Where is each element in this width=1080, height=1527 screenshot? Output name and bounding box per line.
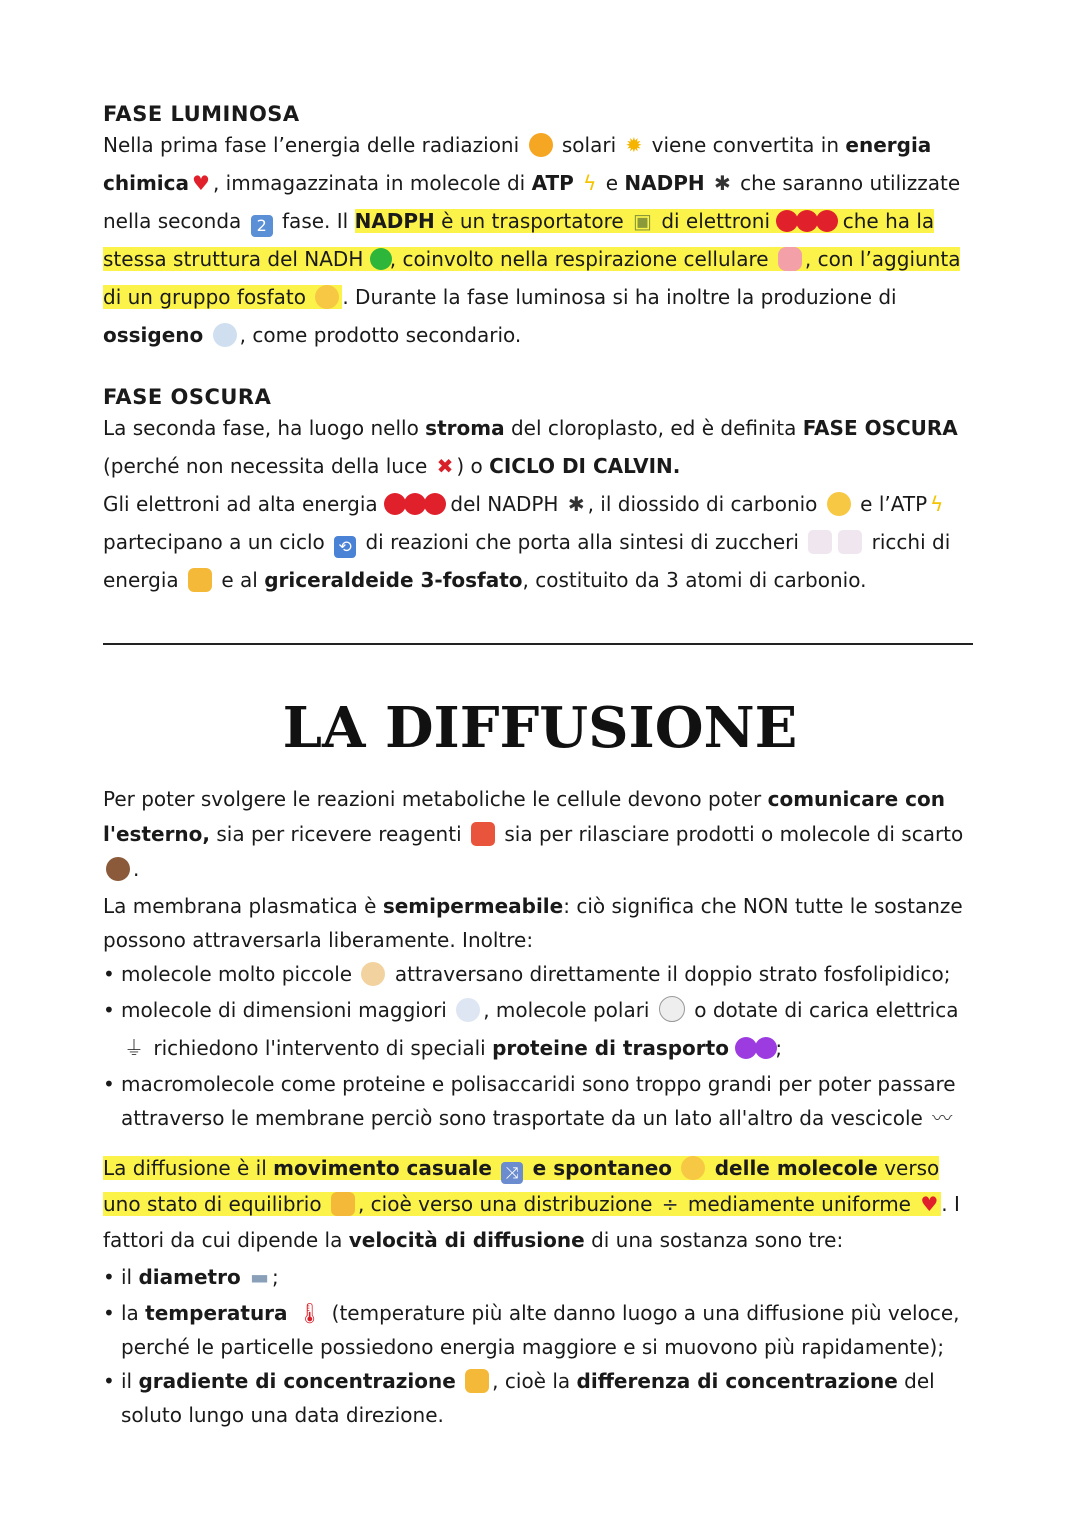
text: solari xyxy=(561,133,617,157)
list-item xyxy=(121,1258,973,1296)
text-bold: movimento casuale xyxy=(273,1156,492,1180)
text: , molecole polari xyxy=(483,998,650,1022)
purple-circles-icon xyxy=(735,1036,775,1060)
text-bold: diametro xyxy=(138,1265,241,1289)
text: che ha la stessa struttura del NADH xyxy=(103,209,935,271)
list-membrane xyxy=(103,957,973,1135)
text-bold: griceraldeide 3-fosfato xyxy=(264,568,523,592)
shuffle-icon: ⤨ xyxy=(501,1162,523,1184)
heading-fase-oscura: FASE OSCURA xyxy=(103,385,272,409)
lightning-icon: ϟ xyxy=(583,171,597,195)
text: macromolecole come proteine e polisaccaridi sono troppo grandi per poter passare attraverso le membrane perciò sono trasportate da un lato all'altro da vescicole xyxy=(121,1072,956,1130)
text-bold: ossigeno xyxy=(103,323,204,347)
heading-fase-luminosa: FASE LUMINOSA xyxy=(103,102,300,126)
text-bold: NADPH xyxy=(354,209,435,233)
text: o dotate di carica elettrica xyxy=(694,998,959,1022)
paragraph-intro: Per poter svolgere le reazioni metaboliche le cellule devono poter comunicare con l'esterno, sia per ricevere reagenti sia per rilasciare prodotti o molecole di scarto . xyxy=(103,787,964,881)
text: richiedono l'intervento di speciali xyxy=(153,1036,486,1060)
paragraph-fase-oscura xyxy=(103,409,973,599)
text: del NADPH xyxy=(450,492,559,516)
text: , coinvolto nella respirazione cellulare xyxy=(389,247,769,271)
text: e al xyxy=(221,568,258,592)
list-factors xyxy=(103,1258,973,1432)
thermometer-icon: 🌡 xyxy=(296,1301,323,1325)
text-bold: gradiente di concentrazione xyxy=(138,1369,456,1393)
list-item xyxy=(121,1067,973,1135)
text: partecipano a un ciclo xyxy=(103,530,325,554)
text: l’ATP xyxy=(878,492,928,516)
text: fattori da cui dipende la xyxy=(103,1228,343,1252)
divide-icon: ÷ xyxy=(661,1192,679,1216)
text: Nella prima fase l’energia delle radiazioni xyxy=(103,133,520,157)
gift-icon xyxy=(471,822,495,846)
text: (temperature più alte danno luogo a una diffusione più veloce, perché le particelle possiedono energia maggiore e si muovono più rapidamente); xyxy=(121,1301,960,1359)
tram-icon: ▣ xyxy=(633,209,652,233)
text-bold: energia xyxy=(845,133,932,157)
text: , costituito da 3 atomi di carbonio. xyxy=(522,568,867,592)
text: che saranno xyxy=(740,171,864,195)
text-bold: chimica xyxy=(103,171,189,195)
page-title: LA DIFFUSIONE xyxy=(282,695,798,761)
text-bold: e spontaneo xyxy=(532,1156,672,1180)
baby-icon xyxy=(361,962,385,986)
text: , cioè la xyxy=(492,1369,571,1393)
face-icon xyxy=(827,492,851,516)
list-item xyxy=(121,1364,973,1432)
list-item xyxy=(121,957,973,991)
ant-icon: ✱ xyxy=(567,492,585,516)
text: il xyxy=(121,1369,133,1393)
person-lotus-icon xyxy=(331,1192,355,1216)
cake-icon xyxy=(838,530,862,554)
text: La diffusione è il xyxy=(103,1156,267,1180)
divider-line xyxy=(103,643,973,645)
text-bold: ATP xyxy=(531,171,574,195)
text-bold: FASE OSCURA xyxy=(802,416,958,440)
text: ) o xyxy=(456,454,483,478)
text: , immagazzinata in molecole di xyxy=(212,171,526,195)
wind-icon xyxy=(213,323,237,347)
cross-mark-icon: ✖ xyxy=(436,454,454,478)
text-bold: semipermeabile xyxy=(382,894,564,918)
text: (perché non necessita della luce xyxy=(103,454,428,478)
text: molecole di dimensioni maggiori xyxy=(121,998,447,1022)
text: utilizzate nella seconda xyxy=(103,171,961,233)
ant-icon: ✱ xyxy=(713,171,731,195)
text-bold: differenza di concentrazione xyxy=(576,1369,898,1393)
section-diffusione xyxy=(103,782,973,1135)
ruler-icon: ▬ xyxy=(250,1265,269,1289)
panda-icon xyxy=(659,996,685,1022)
highlighted-text xyxy=(103,1156,941,1216)
pile-of-poo-icon xyxy=(106,857,130,881)
text: ; xyxy=(272,1265,279,1289)
text: di una sostanza sono tre: xyxy=(591,1228,844,1252)
list-item xyxy=(121,991,973,1067)
text: , come prodotto secondario. xyxy=(239,323,522,347)
text-bold: proteine di trasporto xyxy=(492,1036,729,1060)
text: Per poter svolgere le reazioni metaboliche le cellule devono poter xyxy=(103,787,762,811)
keycap-2-icon: 2 xyxy=(251,215,273,237)
surprised-face-icon xyxy=(681,1156,705,1180)
text: . I xyxy=(941,1192,960,1216)
radioactive-icon xyxy=(529,133,553,157)
text: ricchi di energia xyxy=(103,530,951,592)
man-icon xyxy=(456,998,480,1022)
paragraph-definition xyxy=(103,1150,973,1258)
text: ; xyxy=(775,1036,783,1060)
paragraph-membrane xyxy=(103,889,973,957)
sun-icon: ✹ xyxy=(625,133,643,157)
paragraph-fase-luminosa xyxy=(103,126,973,354)
lightning-icon: ϟ xyxy=(930,492,944,516)
section-fase-luminosa xyxy=(103,102,973,354)
lungs-icon xyxy=(778,247,802,271)
text: Gli elettroni ad alta energia xyxy=(103,492,378,516)
text: del soluto lungo una data direzione. xyxy=(121,1369,935,1427)
text: verso uno stato di equilibrio xyxy=(103,1156,940,1216)
text: fase. Il xyxy=(282,209,349,233)
text: il xyxy=(121,1265,133,1289)
text: , il diossido di carbonio xyxy=(587,492,818,516)
red-circles-icon xyxy=(776,209,836,233)
text: e xyxy=(605,171,619,195)
text-bold: stroma xyxy=(425,416,505,440)
green-circle-icon xyxy=(370,248,392,270)
text: sia per ricevere reagenti xyxy=(216,822,462,846)
text-bold: CICLO DI CALVIN. xyxy=(489,454,681,478)
flexed-biceps-icon xyxy=(188,568,212,592)
text: viene convertita in xyxy=(651,133,840,157)
heart-icon: ♥ xyxy=(920,1192,939,1216)
text: la xyxy=(121,1301,139,1325)
plug-icon: ⏚ xyxy=(124,1036,144,1060)
red-circles-icon xyxy=(384,492,444,516)
text: è un trasportatore xyxy=(441,209,624,233)
text-bold: NADPH xyxy=(624,171,705,195)
wavy-dash-icon: 〰 xyxy=(932,1106,953,1130)
text: sia per rilasciare prodotti o molecole di scarto xyxy=(504,822,964,846)
text: . Durante la fase luminosa si ha inoltre la produzione di xyxy=(342,285,897,309)
text: , cioè verso una distribuzione xyxy=(357,1192,653,1216)
text: del cloroplasto, ed è definita xyxy=(510,416,797,440)
text-bold: delle molecole xyxy=(714,1156,878,1180)
text: mediamente uniforme xyxy=(687,1192,911,1216)
text: l’aggiunta di un gruppo fosfato xyxy=(103,247,961,309)
text: molecole molto piccole xyxy=(121,962,353,986)
text: e xyxy=(860,492,873,516)
text-bold: temperatura xyxy=(145,1301,288,1325)
text-bold: velocità di diffusione xyxy=(348,1228,585,1252)
cake-icon xyxy=(808,530,832,554)
text: , con xyxy=(804,247,854,271)
text: di elettroni xyxy=(661,209,771,233)
text: di reazioni che porta alla sintesi di zuccheri xyxy=(365,530,799,554)
text-bold: comunicare con l'esterno, xyxy=(103,787,945,846)
heart-icon: ♥ xyxy=(192,171,210,195)
text: La membrana plasmatica è xyxy=(103,894,377,918)
section-fase-oscura xyxy=(103,385,973,599)
person-lotus-icon xyxy=(465,1369,489,1393)
text: La seconda fase, ha luogo nello xyxy=(103,416,419,440)
text: attraversano direttamente il doppio strato fosfolipidico; xyxy=(394,962,951,986)
grinning-face-icon xyxy=(315,285,339,309)
repeat-icon: ⟲ xyxy=(334,536,356,558)
text: : ciò significa che NON tutte le sostanze possono attraversarla liberamente. Inoltre: xyxy=(103,894,963,952)
list-item xyxy=(121,1296,973,1364)
section-diffusione-definition xyxy=(103,1150,973,1432)
